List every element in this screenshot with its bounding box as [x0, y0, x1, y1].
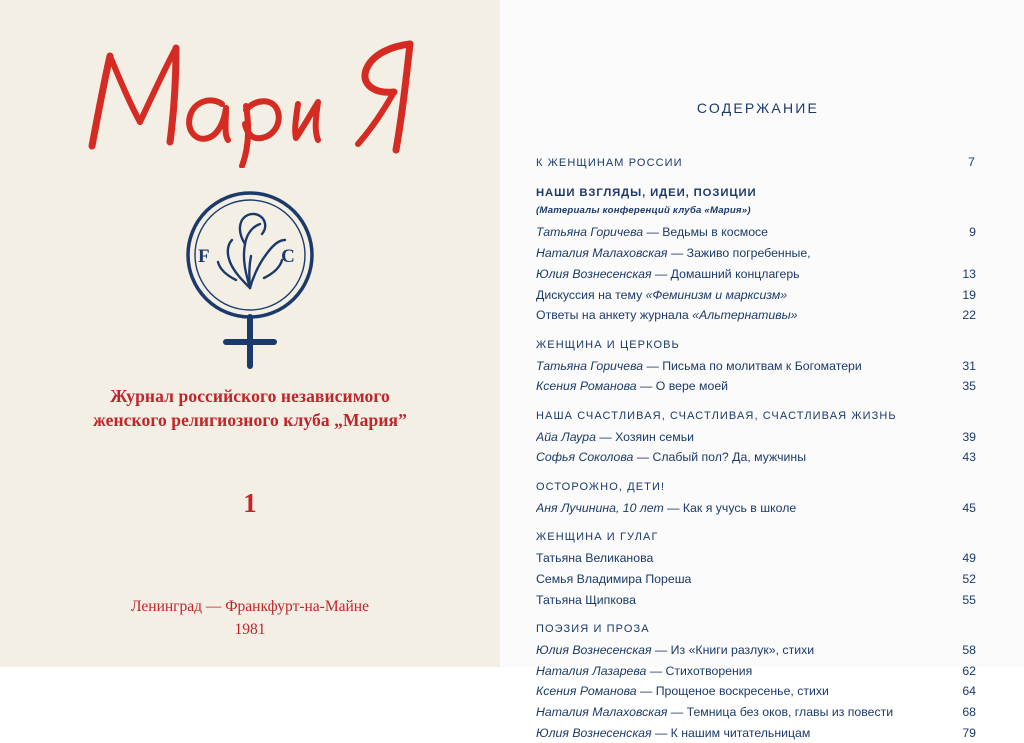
contents-entry[interactable]	[536, 640, 976, 661]
contents-entry-label	[536, 641, 948, 660]
contents-entry-title: — Письма по молитвам к Богоматери	[643, 358, 862, 373]
contents-entry-page-number: 35	[962, 379, 976, 394]
imprint	[0, 596, 500, 641]
contents-section-heading	[536, 397, 976, 427]
contents-entry-label	[536, 244, 948, 263]
contents-entry[interactable]	[536, 222, 976, 243]
magazine-cover-page	[0, 0, 500, 667]
contents-entry[interactable]	[536, 548, 976, 569]
imprint-place: Ленинград — Франкфурт-на-Майне	[131, 598, 369, 616]
contents-entry[interactable]	[536, 427, 976, 448]
contents-entry-author: Наталия Лазарева	[536, 663, 647, 678]
issue-number: 1	[243, 488, 257, 519]
contents-entry[interactable]	[536, 376, 976, 397]
contents-list	[536, 142, 976, 743]
contents-entry[interactable]	[536, 681, 976, 702]
contents-entry-label	[536, 662, 948, 681]
contents-entry-label	[536, 499, 948, 518]
contents-entry[interactable]	[536, 356, 976, 377]
contents-entry-page-number: 68	[962, 705, 976, 720]
contents-entry-label: К ЖЕНЩИНАМ РОССИИ	[536, 157, 683, 169]
contents-entry[interactable]	[536, 702, 976, 723]
contents-entry-title: — Темница без оков, главы из повести	[667, 705, 894, 720]
contents-entry[interactable]	[536, 285, 976, 306]
contents-entry-label	[536, 357, 948, 376]
contents-entry[interactable]	[536, 243, 976, 264]
contents-entry-label: НАШИ ВЗГЛЯДЫ, ИДЕИ, ПОЗИЦИИ	[536, 186, 757, 199]
contents-entry-label	[536, 377, 948, 396]
contents-entry-label	[536, 286, 948, 305]
contents-entry-title: — Из «Книги разлук», стихи	[651, 642, 815, 657]
contents-entry-author: Ксения Романова	[536, 379, 637, 394]
contents-entry-author: Аня Лучинина, 10 лет	[536, 500, 664, 515]
cover-subtitle-line-1: Журнал российского независимого	[110, 386, 390, 406]
club-emblem-icon	[150, 170, 350, 370]
contents-entry-work: «Феминизм и марксизм»	[645, 287, 788, 302]
contents-entry-title: — Стихотворения	[646, 663, 753, 678]
contents-entry-label: ОСТОРОЖНО, ДЕТИ!	[536, 481, 666, 494]
contents-entry-title: — Как я учусь в школе	[663, 500, 797, 515]
contents-entry-page-number: 64	[962, 684, 976, 699]
contents-entry-label: НАША СЧАСТЛИВАЯ, СЧАСТЛИВАЯ, СЧАСТЛИВАЯ ЖИЗНЬ	[536, 409, 897, 422]
contents-entry-label: (Материалы конференций клуба «Мария»)	[536, 204, 751, 216]
contents-section-heading	[536, 610, 976, 640]
contents-section-heading	[536, 326, 976, 356]
contents-entry[interactable]	[536, 590, 976, 611]
contents-entry-author: Юлия Вознесенская	[536, 642, 652, 657]
contents-entry-label	[536, 223, 948, 242]
contents-entry-page-number: 39	[962, 429, 976, 444]
contents-entry-label: ПОЭЗИЯ И ПРОЗА	[536, 623, 650, 636]
contents-entry-title: — Слабый пол? Да, мужчины	[633, 450, 807, 465]
contents-entry-label: Татьяна Щипкова	[536, 592, 636, 607]
contents-entry-label	[536, 682, 948, 701]
contents-entry-title: — К нашим читательницам	[651, 725, 811, 740]
contents-entry-title: — О вере моей	[636, 379, 729, 394]
contents-entry-page-number: 19	[962, 287, 976, 302]
table-of-contents-page	[500, 0, 1024, 740]
contents-entry-page-number: 13	[962, 266, 976, 281]
contents-entry-author: Наталия Малаховская	[536, 246, 668, 261]
imprint-year: 1981	[234, 620, 266, 638]
contents-entry-label	[536, 265, 948, 284]
cover-subtitle-line-2: женского религиозного клуба „Мария”	[93, 410, 407, 431]
contents-entry[interactable]	[536, 723, 976, 743]
contents-entry[interactable]	[536, 264, 976, 285]
contents-entry-author: Айа Лаура	[536, 429, 596, 444]
emblem-letter-f: F	[198, 246, 210, 267]
contents-entry-author: Юлия Вознесенская	[536, 725, 652, 740]
contents-entry-page-number: 79	[962, 725, 976, 740]
contents-section-note	[536, 204, 976, 223]
contents-entry-page-number: 31	[962, 358, 976, 373]
contents-entry-label	[536, 428, 948, 447]
contents-entry-author: Ксения Романова	[536, 684, 637, 699]
contents-entry-label: Семья Владимира Пореша	[536, 571, 692, 586]
contents-entry-title: — Домашний концлагерь	[651, 266, 800, 281]
contents-entry-author: Юлия Вознесенская	[536, 266, 652, 281]
contents-entry-label	[536, 448, 948, 467]
contents-section-heading	[536, 468, 976, 498]
contents-entry-author: Софья Соколова	[536, 450, 634, 465]
contents-entry-title: Ответы на анкету журнала	[536, 308, 693, 323]
contents-section-heading	[536, 174, 976, 204]
contents-section-heading	[536, 518, 976, 548]
contents-entry[interactable]	[536, 305, 976, 326]
contents-entry-work: «Альтернативы»	[692, 308, 798, 323]
contents-entry-title: — Заживо погребенные,	[667, 246, 811, 261]
contents-entry-page-number: 49	[962, 551, 976, 566]
contents-entry[interactable]	[536, 569, 976, 590]
contents-entry-label	[536, 703, 948, 722]
contents-entry-page-number: 58	[962, 642, 976, 657]
contents-section-heading	[536, 142, 976, 174]
contents-entry-page-number: 22	[962, 308, 976, 323]
contents-entry-page-number: 55	[962, 592, 976, 607]
contents-entry-title: Дискуссия на тему	[536, 287, 646, 302]
contents-entry-label: ЖЕНЩИНА И ЦЕРКОВЬ	[536, 338, 680, 351]
contents-entry-page-number: 45	[962, 500, 976, 515]
contents-entry-title: — Хозяин семьи	[595, 429, 694, 444]
contents-entry[interactable]	[536, 447, 976, 468]
contents-entry-page-number: 43	[962, 450, 976, 465]
contents-entry-label: Татьяна Великанова	[536, 551, 654, 566]
emblem-letter-c: C	[281, 246, 295, 267]
cover-subtitle	[93, 384, 407, 432]
contents-entry-page-number: 9	[969, 225, 976, 240]
contents-entry-label	[536, 306, 948, 325]
contents-entry-author: Татьяна Горичева	[536, 225, 644, 240]
contents-entry-author: Наталия Малаховская	[536, 705, 668, 720]
contents-entry-title: — Прощеное воскресенье, стихи	[636, 684, 829, 699]
contents-entry-label: ЖЕНЩИНА И ГУЛАГ	[536, 531, 659, 544]
contents-entry-author: Татьяна Горичева	[536, 358, 644, 373]
contents-entry[interactable]	[536, 498, 976, 519]
contents-entry-page-number: 52	[962, 571, 976, 586]
contents-entry-title: — Ведьмы в космосе	[643, 225, 769, 240]
contents-entry-label	[536, 724, 948, 743]
contents-entry-page-number: 62	[962, 663, 976, 678]
masthead-logotype	[50, 18, 450, 168]
contents-entry[interactable]	[536, 661, 976, 682]
contents-entry-page-number: 7	[968, 155, 976, 169]
contents-heading: СОДЕРЖАНИЕ	[696, 100, 820, 116]
